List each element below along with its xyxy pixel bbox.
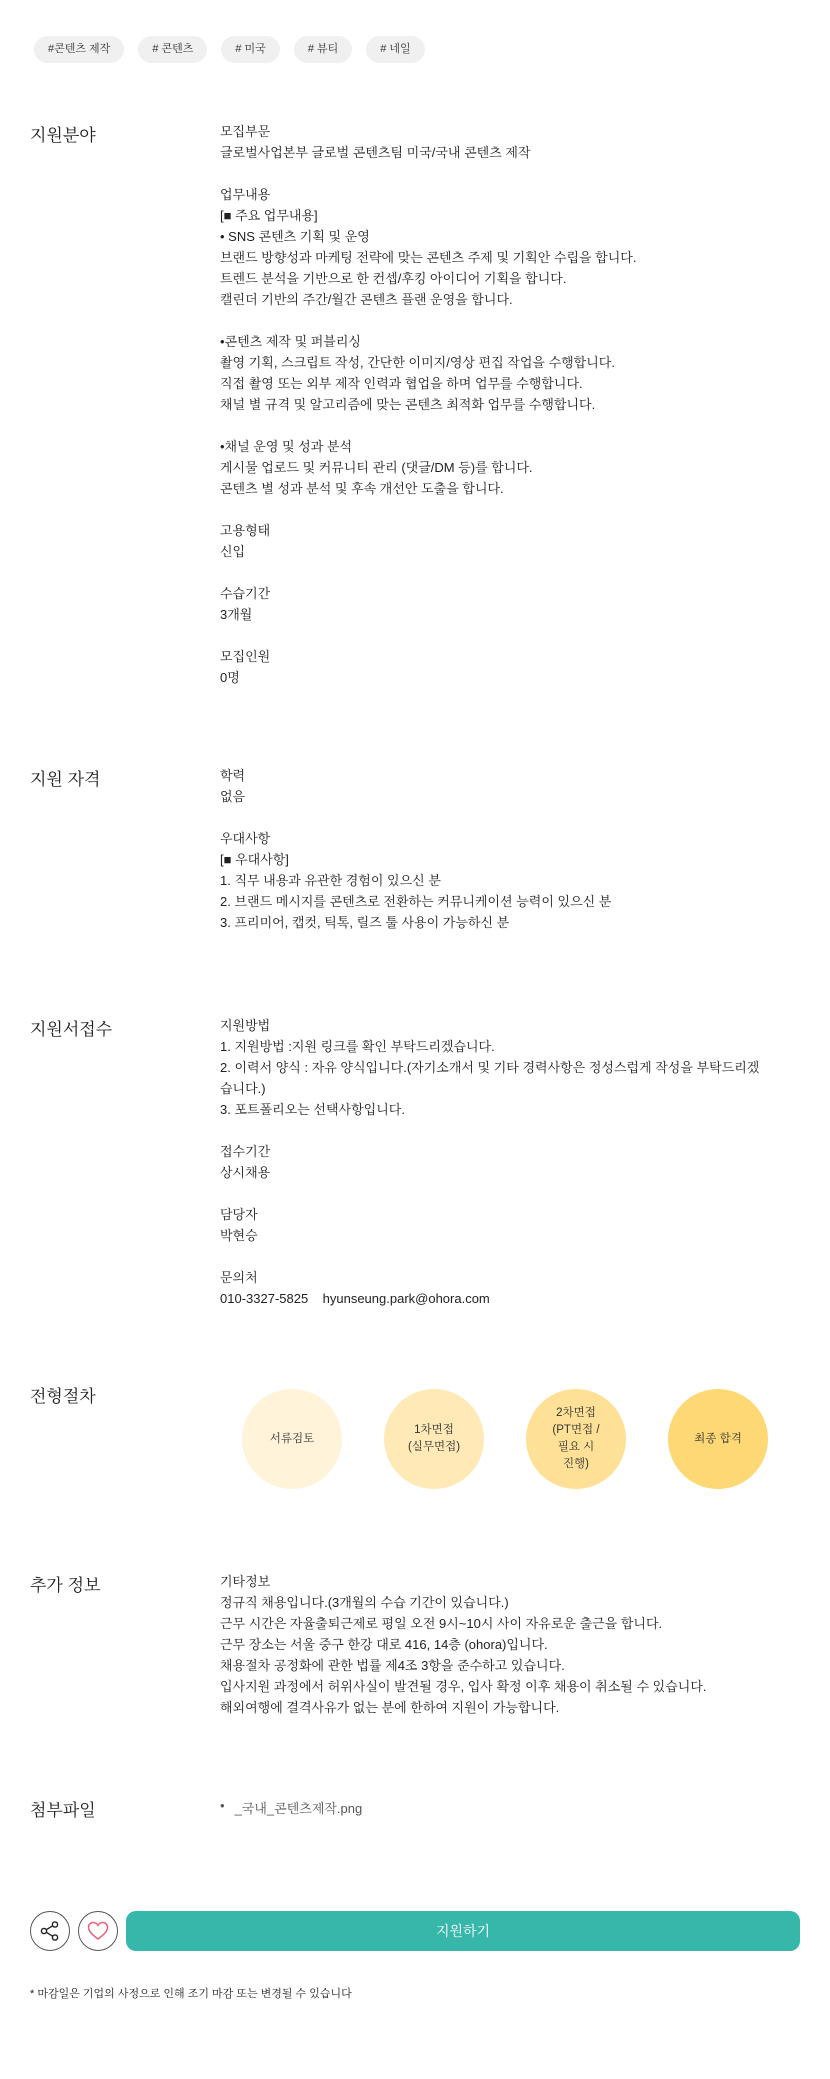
info-block [220, 1015, 800, 1120]
section-body [220, 1571, 800, 1718]
info-block [220, 583, 800, 625]
step-label: 서류검토 [269, 1432, 315, 1445]
bullet: • [220, 1798, 225, 1813]
info-line: 촬영 기획, 스크립트 작성, 간단한 이미지/영상 편집 작업을 수행합니다. [220, 355, 615, 370]
share-button[interactable] [30, 1911, 70, 1951]
info-block [220, 828, 800, 933]
info-heading: 수습기간 [220, 586, 271, 601]
process-step [668, 1389, 768, 1489]
process-step [384, 1389, 484, 1489]
step-label: 2차면접 [556, 1407, 596, 1419]
info-heading: •채널 운영 및 성과 분석 [220, 439, 353, 454]
info-line: 0명 [220, 670, 240, 685]
like-button[interactable] [78, 1911, 118, 1951]
info-heading: 지원방법 [220, 1018, 271, 1033]
section-body [220, 121, 800, 688]
info-line: 정규직 채용입니다.(3개월의 수습 기간이 있습니다.) [220, 1595, 509, 1610]
info-line: 채용절차 공정화에 관한 법률 제4조 3항을 준수하고 있습니다. [220, 1658, 565, 1673]
info-line: 없음 [220, 789, 246, 804]
info-block [220, 765, 800, 807]
section-body [220, 1015, 800, 1309]
info-line: 입사지원 과정에서 허위사실이 발견될 경우, 입사 확정 이후 채용이 취소될 수 있습니다. [220, 1679, 707, 1694]
info-block [220, 121, 800, 163]
info-heading: 문의처 [220, 1270, 258, 1285]
process-step [526, 1389, 626, 1489]
info-line: 해외여행에 결격사유가 없는 분에 한하여 지원이 가능합니다. [220, 1700, 560, 1715]
info-heading: 업무내용 [220, 187, 271, 202]
info-line: 직접 촬영 또는 외부 제작 인력과 협업을 하며 업무를 수행합니다. [220, 376, 583, 391]
step-label: 1차면접 [414, 1424, 454, 1436]
share-icon [39, 1920, 61, 1942]
tag-chip[interactable]: # 뷰티 [294, 36, 352, 63]
step-label: (실무면접) [407, 1441, 461, 1453]
deadline-notice: * 마감일은 기업의 사정으로 인해 조기 마감 또는 변경될 수 있습니다 [30, 1988, 352, 2000]
tag-chip[interactable]: #콘텐츠 제작 [34, 36, 124, 63]
info-line: 박현승 [220, 1228, 258, 1243]
tag-chip[interactable]: # 미국 [221, 36, 279, 63]
info-line: 신입 [220, 544, 246, 559]
section-title: 지원 자격 [30, 770, 101, 789]
info-heading: 학력 [220, 768, 246, 783]
info-heading: 우대사항 [220, 831, 271, 846]
info-line: 2. 브랜드 메시지를 콘텐츠로 전환하는 커뮤니케이션 능력이 있으신 분 [220, 894, 612, 909]
tag-chip[interactable]: # 네일 [366, 36, 424, 63]
step-label: 최종 합격 [694, 1432, 742, 1445]
action-bar [30, 1910, 800, 1952]
info-line: 2. 이력서 양식 : 자유 양식입니다.(자기소개서 및 기타 경력사항은 정성스럽게 작성을 부탁드리겠습니다.) [220, 1060, 760, 1096]
info-heading: 고용형태 [220, 523, 271, 538]
info-line: 근무 시간은 자율출퇴근제로 평일 오전 9시~10시 사이 자유로운 출근을 합니다. [220, 1616, 663, 1631]
info-heading: •콘텐츠 제작 및 퍼블리싱 [220, 334, 361, 349]
tag-list [34, 36, 425, 63]
section-title: 지원서접수 [30, 1020, 113, 1039]
info-block [220, 331, 800, 415]
section-body [220, 765, 800, 933]
info-line: 채널 별 규격 및 알고리즘에 맞는 콘텐츠 최적화 업무를 수행합니다. [220, 397, 596, 412]
info-heading: 접수기간 [220, 1144, 271, 1159]
info-block [220, 1571, 800, 1718]
info-line: [■ 주요 업무내용] [220, 208, 318, 223]
info-heading: 기타정보 [220, 1574, 271, 1589]
info-line: 1. 지원방법 :지원 링크를 확인 부탁드리겠습니다. [220, 1039, 495, 1054]
info-heading: 모집부문 [220, 124, 271, 139]
attachment-link[interactable]: _국내_콘텐츠제작.png [234, 1801, 363, 1816]
info-line: 3. 포트폴리오는 선택사항입니다. [220, 1102, 405, 1117]
step-label: 필요 시 [557, 1441, 595, 1453]
info-line: [■ 우대사항] [220, 852, 289, 867]
process-steps [242, 1389, 768, 1489]
info-line: 근무 장소는 서울 중구 한강 대로 416, 14층 (ohora)입니다. [220, 1637, 548, 1652]
info-line: 글로벌사업본부 글로벌 콘텐츠팀 미국/국내 콘텐츠 제작 [220, 145, 531, 160]
info-block [220, 436, 800, 499]
section-title: 지원분야 [30, 126, 96, 145]
info-block [220, 184, 800, 310]
info-block [220, 1204, 800, 1246]
info-line: • SNS 콘텐츠 기획 및 운영 [220, 229, 370, 244]
info-block [220, 646, 800, 688]
info-line: 3개월 [220, 607, 253, 622]
section-title: 추가 정보 [30, 1576, 101, 1595]
section-title: 첨부파일 [30, 1801, 96, 1820]
heart-icon [87, 1921, 109, 1941]
info-line: 게시물 업로드 및 커뮤니티 관리 (댓글/DM 등)를 합니다. [220, 460, 533, 475]
contact-line: 010-3327-5825 hyunseung.park@ohora.com [220, 1291, 490, 1306]
info-block [220, 1141, 800, 1183]
info-block [220, 520, 800, 562]
tag-chip[interactable]: # 콘텐츠 [138, 36, 207, 63]
info-line: 브랜드 방향성과 마케팅 전략에 맞는 콘텐츠 주제 및 기획안 수립을 합니다. [220, 250, 637, 265]
info-block [220, 1267, 800, 1309]
info-line: 트렌드 분석을 기반으로 한 컨셉/후킹 아이디어 기획을 합니다. [220, 271, 567, 286]
info-line: 1. 직무 내용과 유관한 경험이 있으신 분 [220, 873, 441, 888]
info-line: 3. 프리미어, 캡컷, 틱톡, 릴즈 툴 사용이 가능하신 분 [220, 915, 510, 930]
info-heading: 담당자 [220, 1207, 258, 1222]
info-heading: 모집인원 [220, 649, 271, 664]
step-label: 진행) [562, 1458, 590, 1470]
section-title: 전형절차 [30, 1387, 96, 1406]
info-line: 캘린더 기반의 주간/월간 콘텐츠 플랜 운영을 합니다. [220, 292, 513, 307]
attachment-item [220, 1798, 362, 1817]
step-label: (PT면접 / [552, 1424, 600, 1436]
info-line: 상시채용 [220, 1165, 271, 1180]
process-step [242, 1389, 342, 1489]
info-line: 콘텐츠 별 성과 분석 및 후속 개선안 도출을 합니다. [220, 481, 504, 496]
apply-button[interactable]: 지원하기 [126, 1911, 800, 1951]
